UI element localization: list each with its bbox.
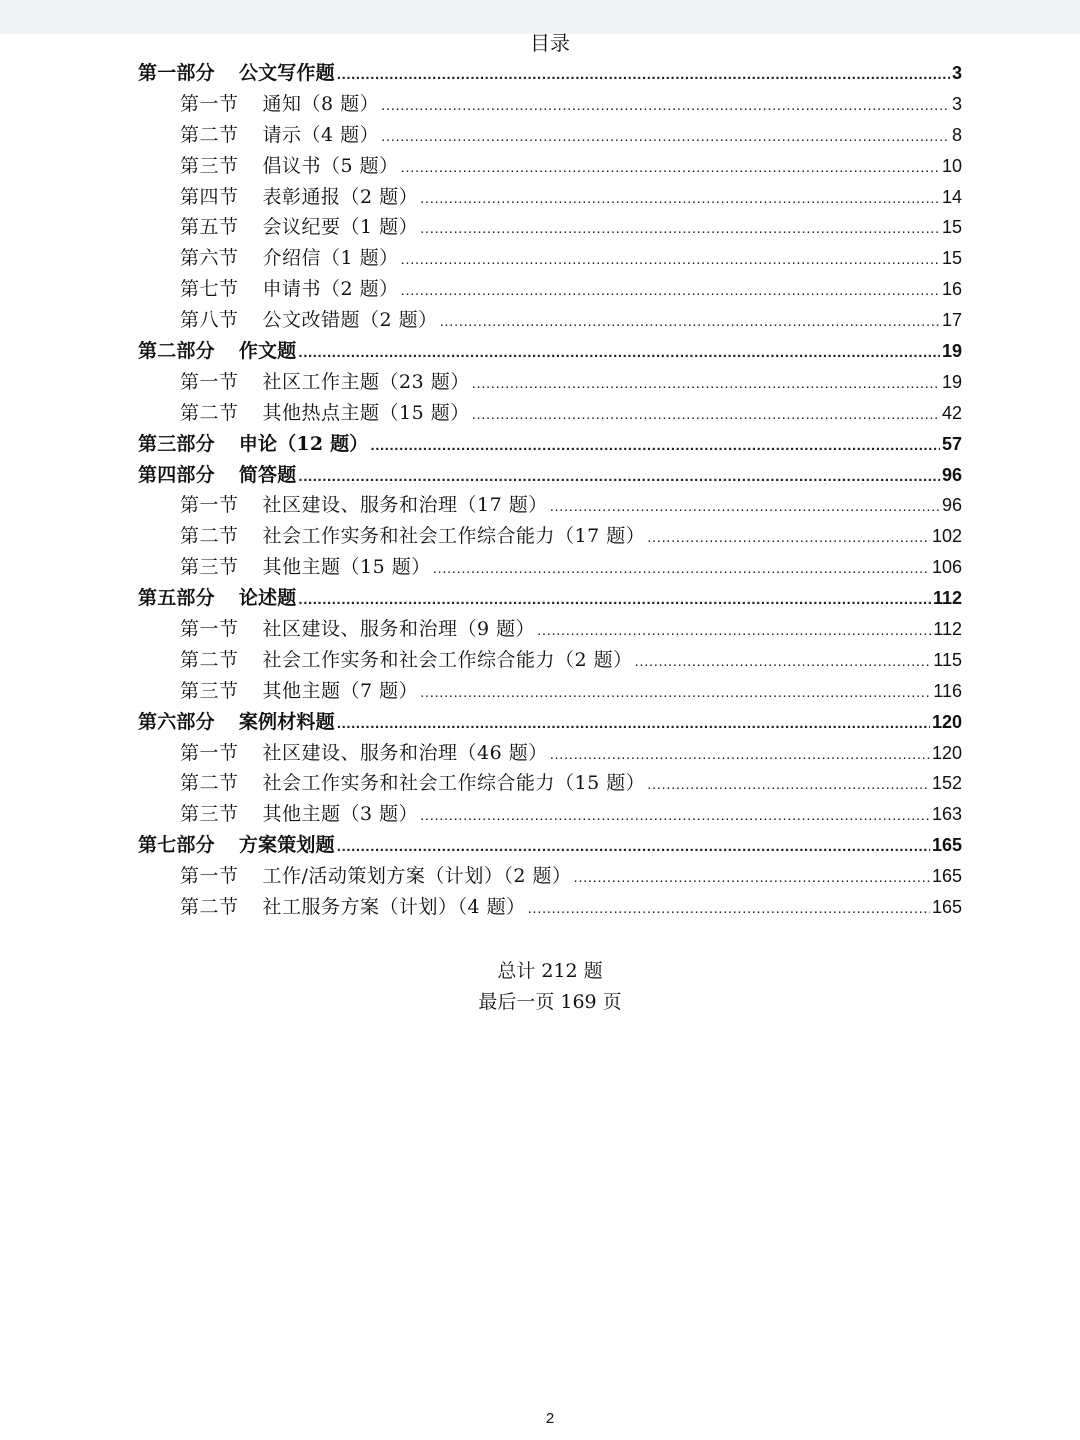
toc-page-number: 112 — [932, 588, 962, 609]
toc-entry-text: 介绍信（1 题） — [262, 247, 399, 270]
toc-section-entry[interactable] — [138, 367, 962, 398]
toc-dot-leader — [550, 740, 930, 771]
toc-entry-number: 第一节 — [180, 741, 239, 764]
toc-dot-leader — [337, 832, 930, 863]
toc-entry-label — [180, 799, 418, 830]
toc-page-number: 57 — [941, 433, 962, 454]
toc-section-entry[interactable] — [138, 799, 962, 830]
toc-entry-number: 第二节 — [180, 525, 239, 548]
toc-entry-text: 其他热点主题（15 题） — [262, 401, 470, 424]
toc-page-number: 152 — [931, 773, 962, 794]
toc-entry-number: 第二节 — [180, 896, 239, 919]
toc-entry-number: 第五节 — [180, 216, 239, 239]
toc-entry-number: 第三节 — [180, 803, 239, 826]
toc-part-entry[interactable] — [138, 707, 962, 738]
toc-entry-label — [180, 120, 379, 151]
toc-entry-number: 第三节 — [180, 154, 239, 177]
toc-page-number: 163 — [931, 804, 962, 825]
toc-entry-number: 第七部分 — [138, 834, 215, 857]
toc-dot-leader — [528, 894, 930, 925]
toc-section-entry[interactable] — [138, 398, 962, 429]
toc-section-entry[interactable] — [138, 892, 962, 923]
toc-entry-label — [138, 58, 335, 89]
toc-entry-label — [180, 676, 418, 707]
toc-dot-leader — [472, 400, 940, 431]
toc-entry-text: 社会工作实务和社会工作综合能力（15 题） — [262, 772, 646, 795]
toc-page-number: 19 — [941, 341, 962, 362]
toc-entry-label — [138, 429, 368, 460]
toc-entry-label — [138, 830, 335, 861]
toc-entry-label — [180, 243, 399, 274]
toc-section-entry[interactable] — [138, 645, 962, 676]
toc-entry-number: 第六部分 — [138, 710, 215, 733]
toc-part-entry[interactable] — [138, 830, 962, 861]
toc-entry-label — [180, 861, 572, 892]
toc-entry-label — [180, 89, 379, 120]
toc-entry-text: 社区建设、服务和治理（17 题） — [262, 494, 548, 517]
toc-page-number: 14 — [941, 186, 962, 207]
toc-page-number: 102 — [931, 526, 962, 547]
toc-entry-text: 会议纪要（1 题） — [262, 216, 419, 239]
toc-dot-leader — [298, 462, 940, 493]
toc-entry-number: 第一节 — [180, 865, 239, 888]
toc-entry-text: 申请书（2 题） — [262, 278, 399, 301]
toc-page-number: 165 — [931, 835, 962, 856]
toc-page-number: 106 — [931, 557, 962, 578]
toc-entry-label — [138, 336, 296, 367]
toc-dot-leader — [420, 214, 940, 245]
toc-section-entry[interactable] — [138, 861, 962, 892]
toc-entry-number: 第一部分 — [138, 62, 215, 84]
toc-entry-number: 第二部分 — [138, 340, 215, 363]
toc-entry-number: 第八节 — [180, 309, 239, 332]
toc-entry-label — [180, 768, 645, 799]
toc-entry-label — [180, 398, 470, 429]
toc-page-number: 165 — [931, 866, 962, 887]
toc-entry-label — [180, 305, 438, 336]
toc-dot-leader — [337, 60, 950, 91]
toc-page-number: 3 — [951, 63, 962, 83]
toc-entry-number: 第二节 — [180, 401, 239, 424]
toc-dot-leader — [440, 307, 940, 338]
toc-dot-leader — [420, 184, 940, 215]
toc-section-entry[interactable] — [138, 274, 962, 305]
toc-page-number: 115 — [933, 649, 962, 670]
toc-dot-leader — [420, 801, 930, 832]
toc-page-number: 15 — [941, 217, 962, 238]
toc-entry-number: 第一节 — [180, 370, 239, 393]
toc-entry-text: 论述题 — [238, 587, 297, 610]
toc-dot-leader — [401, 276, 940, 307]
toc-dot-leader — [420, 678, 931, 709]
toc-dot-leader — [381, 91, 950, 122]
toc-entry-text: 表彰通报（2 题） — [262, 185, 419, 208]
toc-dot-leader — [537, 616, 931, 647]
toc-entry-number: 第三节 — [180, 679, 239, 702]
toc-dot-leader — [401, 245, 940, 276]
toc-entry-text: 社区建设、服务和治理（46 题） — [262, 741, 548, 764]
toc-entry-number: 第一节 — [180, 92, 239, 115]
toc-dot-leader — [298, 338, 940, 369]
toc-page-number: 19 — [941, 371, 962, 392]
toc-entry-label — [138, 707, 335, 738]
toc-entry-number: 第二节 — [180, 123, 239, 146]
toc-part-entry[interactable] — [138, 460, 962, 491]
toc-section-entry[interactable] — [138, 614, 962, 645]
toc-page-number: 96 — [941, 464, 962, 485]
toc-dot-leader — [370, 431, 940, 462]
toc-entry-label — [180, 367, 470, 398]
toc-page-number: 16 — [941, 279, 962, 300]
toc-section-entry[interactable] — [138, 676, 962, 707]
toc-section-entry[interactable] — [138, 182, 962, 213]
toc-entry-text: 通知（8 题） — [262, 92, 380, 115]
toc-entry-label — [180, 490, 548, 521]
toc-part-entry[interactable] — [138, 336, 962, 367]
toc-entry-text: 公文写作题 — [238, 62, 335, 84]
toc-section-entry[interactable] — [138, 243, 962, 274]
table-of-contents — [138, 58, 962, 923]
toc-section-entry[interactable] — [138, 768, 962, 799]
toc-page-number: 3 — [951, 93, 962, 114]
toc-page-number: 15 — [941, 248, 962, 269]
toc-section-entry[interactable] — [138, 120, 962, 151]
toc-entry-number: 第三节 — [180, 556, 239, 579]
toc-part-entry[interactable] — [138, 58, 962, 89]
toc-entry-text: 社会工作实务和社会工作综合能力（2 题） — [262, 648, 633, 671]
toc-page-number: 17 — [941, 310, 962, 331]
toc-section-entry[interactable] — [138, 89, 962, 120]
toc-entry-label — [180, 614, 535, 645]
toc-entry-number: 第三部分 — [138, 432, 215, 455]
toc-page-number: 120 — [931, 742, 962, 763]
toc-dot-leader — [550, 492, 940, 523]
toc-part-entry[interactable] — [138, 583, 962, 614]
toc-section-entry[interactable] — [138, 305, 962, 336]
page-number: 2 — [545, 1410, 555, 1427]
toc-entry-text: 请示（4 题） — [262, 123, 380, 146]
toc-page-number: 116 — [933, 680, 962, 701]
toc-entry-label — [180, 521, 645, 552]
toc-section-entry[interactable] — [138, 212, 962, 243]
toc-entry-label — [180, 182, 418, 213]
toc-entry-text: 社区工作主题（23 题） — [262, 370, 470, 393]
toc-entry-text: 其他主题（15 题） — [262, 556, 431, 579]
toc-entry-text: 社工服务方案（计划）（4 题） — [262, 896, 526, 919]
toc-entry-number: 第六节 — [180, 247, 239, 270]
toc-entry-label — [180, 645, 633, 676]
toc-entry-number: 第一节 — [180, 618, 239, 641]
toc-entry-number: 第一节 — [180, 494, 239, 517]
toc-page-number: 10 — [941, 155, 962, 176]
toc-page-number: 8 — [951, 124, 962, 145]
toc-entry-text: 方案策划题 — [238, 834, 335, 857]
toc-dot-leader — [472, 369, 940, 400]
toc-page-number: 112 — [933, 619, 962, 640]
toc-section-entry[interactable] — [138, 552, 962, 583]
toc-entry-text: 作文题 — [238, 340, 297, 363]
toc-dot-leader — [381, 122, 950, 153]
toc-dot-leader — [647, 770, 930, 801]
toc-entry-text: 倡议书（5 题） — [262, 154, 399, 177]
toc-title: 目录 — [530, 31, 570, 55]
last-page-note: 最后一页 169 页 — [478, 991, 622, 1013]
toc-dot-leader — [433, 554, 930, 585]
toc-entry-text: 工作/活动策划方案（计划）（2 题） — [262, 865, 572, 888]
toc-page-number: 42 — [941, 402, 962, 423]
toc-entry-text: 公文改错题（2 题） — [262, 309, 438, 332]
toc-entry-text: 社会工作实务和社会工作综合能力（17 题） — [262, 525, 646, 548]
toc-dot-leader — [337, 709, 930, 740]
toc-part-entry[interactable] — [138, 429, 962, 460]
toc-dot-leader — [647, 523, 930, 554]
toc-page-number: 96 — [941, 495, 962, 516]
toc-entry-label — [180, 274, 399, 305]
toc-section-entry[interactable] — [138, 738, 962, 769]
toc-dot-leader — [401, 153, 940, 184]
toc-entry-text: 社区建设、服务和治理（9 题） — [262, 618, 536, 641]
summary-block — [0, 956, 1080, 1018]
toc-entry-text: 案例材料题 — [238, 710, 335, 733]
toc-entry-number: 第五部分 — [138, 587, 215, 610]
toc-entry-text: 其他主题（3 题） — [262, 803, 419, 826]
toc-entry-label — [138, 460, 296, 491]
toc-entry-text: 简答题 — [238, 463, 297, 486]
toc-entry-number: 第四部分 — [138, 463, 215, 486]
toc-entry-number: 第七节 — [180, 278, 239, 301]
toc-section-entry[interactable] — [138, 151, 962, 182]
toc-page-number: 120 — [931, 711, 962, 732]
toc-entry-label — [138, 583, 296, 614]
toc-dot-leader — [574, 863, 930, 894]
toc-entry-label — [180, 892, 526, 923]
toc-entry-number: 第二节 — [180, 648, 239, 671]
toc-entry-number: 第二节 — [180, 772, 239, 795]
toc-section-entry[interactable] — [138, 521, 962, 552]
toc-entry-label — [180, 738, 548, 769]
toc-entry-text: 其他主题（7 题） — [262, 679, 419, 702]
toc-entry-label — [180, 151, 399, 182]
toc-dot-leader — [298, 585, 931, 616]
toc-entry-text: 申论（12 题） — [238, 432, 369, 455]
toc-dot-leader — [635, 647, 932, 678]
toc-entry-number: 第四节 — [180, 185, 239, 208]
total-questions: 总计 212 题 — [497, 960, 603, 982]
toc-section-entry[interactable] — [138, 490, 962, 521]
toc-page-number: 165 — [931, 897, 962, 918]
toc-entry-label — [180, 552, 431, 583]
toc-entry-label — [180, 212, 418, 243]
